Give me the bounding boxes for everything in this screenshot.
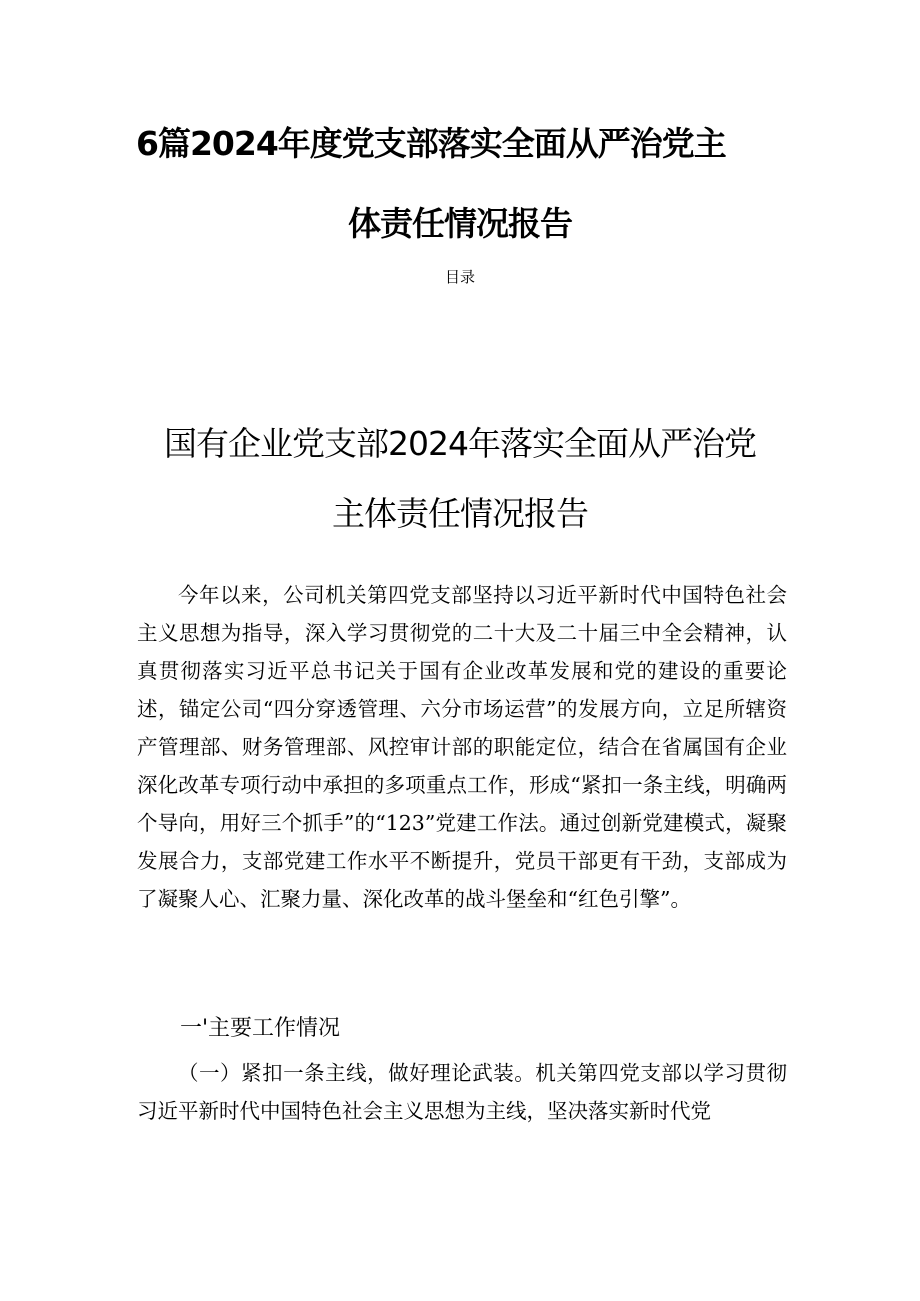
table-of-contents-label: 目录	[444, 268, 475, 286]
report-title-line-2: 主体责任情况报告	[332, 494, 588, 533]
section-heading: 一'主要工作情况	[180, 1016, 341, 1041]
intro-paragraph: 今年以来，公司机关第四党支部坚持以习近平新时代中国特色社会主义思想为指导，深入学习贯彻党的二十大及二十届三中全会精神，认真贯彻落实习近平总书记关于国有企业改革发展和党的建设的重要论述，锚定公司“四分穿透管理、六分市场运营”的发展方向，立足所辖资产管理部、财务管理部、风控审计部的职能定位，结合在省属国有企业深化改革专项行动中承担的多项重点工作，形成“紧扣一条主线，明确两个导向，用好三个抓手”的“123”党建工作法。通过创新党建模式，凝聚发展合力，支部党建工作水平不断提升，党员干部更有干劲，支部成为了凝聚人心、汇聚力量、深化改革的战斗堡垒和“红色引擎”。	[137, 583, 787, 911]
main-title-line-1: 6篇2024年度党支部落实全面从严治党主	[136, 124, 726, 163]
main-title-line-2: 体责任情况报告	[348, 204, 572, 243]
section-paragraph: （一）紧扣一条主线，做好理论武装。机关第四党支部以学习贯彻习近平新时代中国特色社会主义思想为主线，坚决落实新时代党	[137, 1061, 787, 1123]
report-title-line-1: 国有企业党支部2024年落实全面从严治党	[164, 424, 756, 463]
